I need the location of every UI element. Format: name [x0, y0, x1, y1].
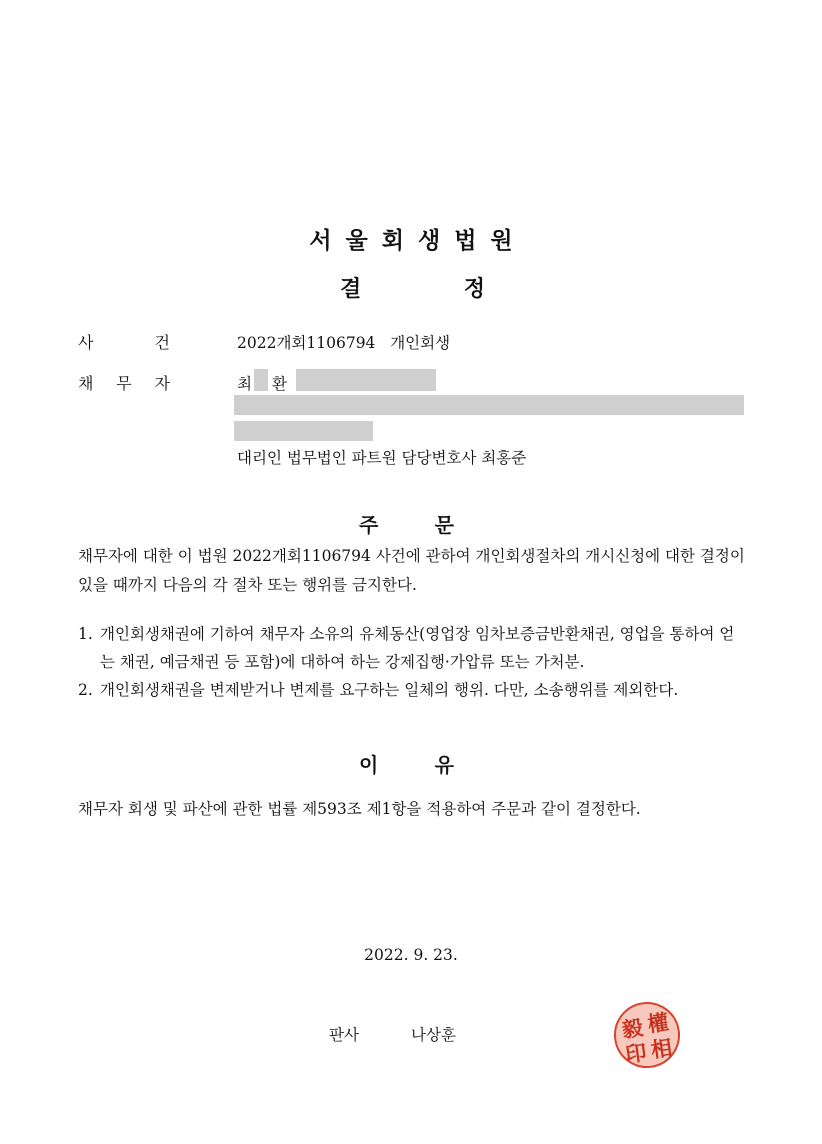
- decision-date: 2022. 9. 23.: [364, 946, 458, 964]
- case-label-char: 건: [154, 333, 170, 352]
- debtor-agent: 대리인 법무법인 파트원 담당변호사 최홍준: [237, 449, 527, 467]
- judge-seal: [610, 998, 685, 1073]
- debtor-label: [78, 371, 170, 394]
- debtor-label-char: 무: [116, 374, 132, 393]
- seal-char: 權: [645, 1009, 671, 1037]
- case-label-char: 사: [78, 333, 94, 352]
- prohibition-list: [78, 620, 748, 704]
- case-label: [78, 330, 170, 353]
- list-item-number: 2.: [78, 681, 93, 699]
- order-heading: [359, 509, 454, 538]
- document-type-title: [340, 272, 485, 303]
- debtor-name-first: 최: [237, 375, 252, 393]
- debtor-name-last: 환: [272, 375, 287, 393]
- judge-title: 판사: [329, 1026, 359, 1044]
- order-intro: 채무자에 대한 이 법원 2022개회1106794 사건에 관하여 개인회생절차의 개시신청에 대한 결정이 있을 때까지 다음의 각 절차 또는 행위를 금지한다.: [78, 547, 745, 594]
- seal-char: 印: [623, 1039, 649, 1068]
- redaction-block: [234, 421, 373, 441]
- judge-name: 나상훈: [411, 1026, 456, 1044]
- order-heading-char: 주: [359, 513, 379, 537]
- seal-char: 毅: [620, 1014, 645, 1043]
- redaction-block: [234, 395, 744, 415]
- debtor-label-char: 자: [154, 374, 170, 393]
- redaction-block: [254, 369, 268, 391]
- reason-heading-char: 유: [434, 753, 454, 777]
- reason-heading-char: 이: [359, 753, 379, 777]
- list-item-text: 개인회생채권에 기하여 채무자 소유의 유체동산(영업장 임차보증금반환채권, 영업을 통하여 얻는 채권, 예금채권 등 포함)에 대하여 하는 강제집행·가압류 또는 가처분.: [100, 625, 735, 671]
- list-item: [78, 676, 748, 704]
- case-number: 2022개회1106794 개인회생: [237, 334, 451, 352]
- doc-type-char: 결: [340, 277, 362, 302]
- court-name: 서울회생법원: [309, 228, 527, 254]
- reason-text: 채무자 회생 및 파산에 관한 법률 제593조 제1항을 적용하여 주문과 같이 결정한다.: [78, 800, 641, 818]
- seal-char: 相: [649, 1034, 674, 1063]
- redaction-block: [296, 369, 436, 391]
- list-item-text: 개인회생채권을 변제받거나 변제를 요구하는 일체의 행위. 다만, 소송행위를 제외한다.: [100, 681, 679, 699]
- reason-heading: [359, 749, 454, 778]
- doc-type-char: 정: [463, 277, 485, 302]
- list-item: [78, 620, 748, 676]
- debtor-label-char: 채: [78, 374, 94, 393]
- list-item-number: 1.: [78, 625, 93, 643]
- order-heading-char: 문: [434, 513, 454, 537]
